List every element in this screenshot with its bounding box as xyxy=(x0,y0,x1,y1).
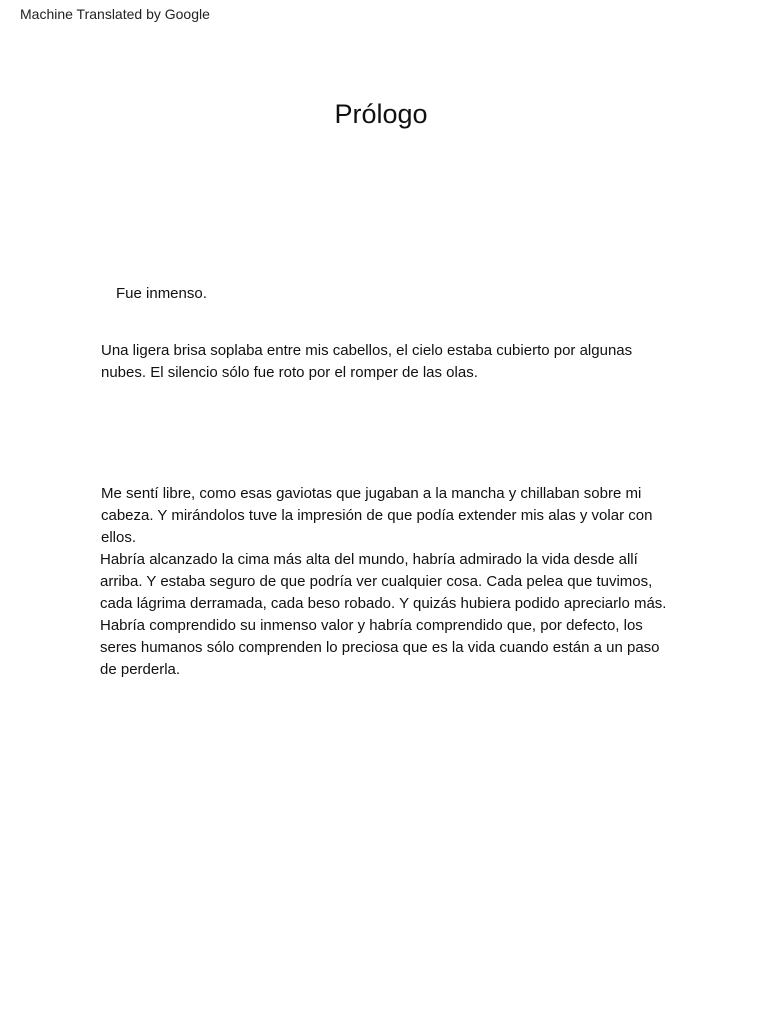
text-line: arriba. Y estaba seguro de que podría ver cualquier cosa. Cada pelea que tuvimos, xyxy=(100,573,653,590)
text-line: Habría alcanzado la cima más alta del mundo, habría admirado la vida desde allí xyxy=(100,551,638,568)
machine-translation-watermark: Machine Translated by Google xyxy=(20,6,210,22)
text-line: Habría comprendido su inmenso valor y habría comprendido que, por defecto, los xyxy=(100,617,643,634)
text-line: Fue inmenso. xyxy=(116,285,207,302)
text-line: Una ligera brisa soplaba entre mis cabellos, el cielo estaba cubierto por algunas xyxy=(101,342,633,359)
paragraph-summit xyxy=(100,549,666,681)
text-line: de perderla. xyxy=(100,661,181,678)
paragraph-feeling-free xyxy=(101,483,652,549)
text-line: cabeza. Y mirándolos tuve la impresión de que podía extender mis alas y volar con xyxy=(101,507,653,524)
chapter-title: Prólogo xyxy=(334,99,428,129)
text-line: seres humanos sólo comprenden lo preciosa que es la vida cuando están a un paso xyxy=(100,639,660,656)
text-line: cada lágrima derramada, cada beso robado. Y quizás hubiera podido apreciarlo más. xyxy=(100,595,667,612)
text-line: Me sentí libre, como esas gaviotas que jugaban a la mancha y chillaban sobre mi xyxy=(101,485,642,502)
paragraph-opening xyxy=(116,283,207,305)
text-line: nubes. El silencio sólo fue roto por el romper de las olas. xyxy=(101,364,478,381)
text-line: ellos. xyxy=(101,529,137,546)
paragraph-breeze xyxy=(101,340,632,384)
